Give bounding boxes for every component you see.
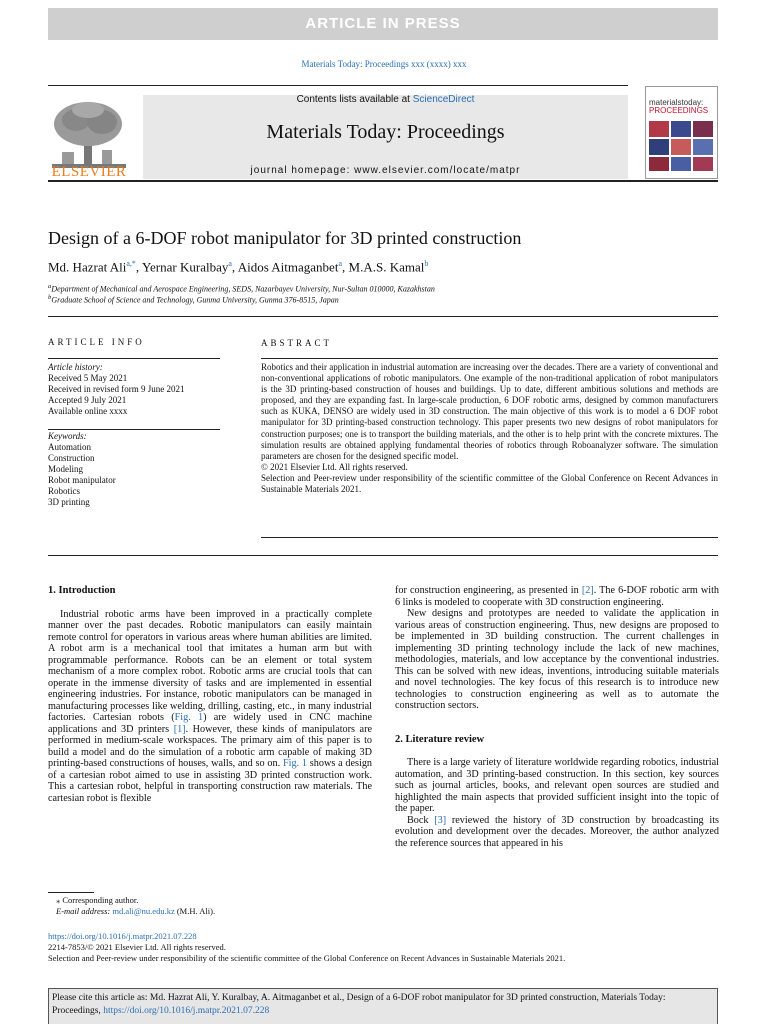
author-name[interactable]: M.A.S. Kamal [348, 259, 425, 275]
literature-paragraph: Bock [3] reviewed the history of 3D construction by broadcasting its evolution and development over the decades. Moreover, the author analyzed the reference sources that appeared in his [395, 814, 719, 849]
author-affiliation-marker[interactable]: b [424, 259, 429, 268]
issn-line: 2214-7853/© 2021 Elsevier Ltd. All rights reserved. [48, 942, 226, 952]
figure-link[interactable]: Fig. 1 [174, 712, 204, 723]
sciencedirect-link[interactable]: ScienceDirect [412, 94, 475, 105]
cover-logo: materialstoday: PROCEEDINGS [649, 98, 709, 115]
keywords-rule [48, 429, 220, 430]
author-name[interactable]: Yernar Kuralbay [141, 259, 229, 275]
contents-prefix: Contents lists available at [296, 94, 413, 105]
keywords-label: Keywords: [48, 431, 87, 441]
section-heading-literature-review: 2. Literature review [395, 733, 485, 745]
email-note: E-mail address: md.ali@nu.edu.kz (M.H. Ali). [56, 906, 216, 916]
keyword: Construction [48, 453, 95, 463]
keyword: 3D printing [48, 497, 90, 507]
peer-review-line: Selection and Peer-review under responsibility of the scientific committee of the Global Conference on Recent Advances in Sustainable Materials 2021. [48, 953, 566, 963]
article-in-press-banner: ARTICLE IN PRESS [48, 8, 718, 40]
reference-link[interactable]: [1] [173, 723, 186, 735]
keyword-list [48, 431, 116, 508]
article-title: Design of a 6-DOF robot manipulator for 3D printed construction [48, 228, 522, 248]
history-item: Received in revised form 9 June 2021 [48, 384, 185, 394]
history-item: Available online xxxx [48, 406, 128, 416]
doi-link[interactable]: https://doi.org/10.1016/j.matpr.2021.07.228 [48, 931, 197, 941]
history-item: Accepted 9 July 2021 [48, 395, 127, 405]
front-matter-rule [48, 555, 718, 556]
author-name[interactable]: Md. Hazrat Ali [48, 259, 127, 275]
intro-paragraph: New designs and prototypes are needed to validate the application in various areas of construction engineering. Thus, new designs are proposed to be implemented in 3D building construction. The current challenges in implementing 3D printing technology include the lack of new machines, methodologies, materials, and low acceptance by the conventional industries. This can be solved with new ideas, inventions, introducing suitable materials and novel technologies. The key focus of this research is to introduce new technologies to construction engineering as well as to automate the construction sectors. [395, 608, 719, 711]
article-info-rule [48, 358, 220, 359]
footnote [56, 895, 215, 917]
author-name[interactable]: Aidos Aitmaganbet [237, 259, 339, 275]
journal-title: Materials Today: Proceedings [266, 121, 505, 143]
abstract-bottom-rule [261, 537, 718, 538]
body-left-column [48, 585, 372, 804]
body-right-column [395, 585, 719, 849]
author-list: Md. Hazrat Ali$^{a,*}$, Yernar Kuralbay$^a$, Aidos Aitmaganbet$^a$, M.A.S. Kamal$^b$ [48, 259, 429, 275]
corresponding-author-note: ⁎ Corresponding author. [56, 895, 139, 905]
keyword: Robotics [48, 486, 81, 496]
citation-box [48, 988, 718, 1024]
reference-link[interactable]: [3] [434, 814, 447, 826]
abstract-heading: ABSTRACT [261, 338, 333, 348]
abstract-copyright: © 2021 Elsevier Ltd. All rights reserved. [261, 461, 408, 472]
literature-paragraph: There is a large variety of literature worldwide regarding robotics, industrial automation, and 3D printing-based construction. In this section, key sources such as journal articles, books, and relevant open sources are studied and highlighted the main aspects that provided sufficient insight into the topic of the paper. [395, 757, 719, 814]
journal-citation-link[interactable]: Materials Today: Proceedings xxx (xxxx) xxx [301, 59, 467, 69]
history-label: Article history: [48, 362, 103, 372]
abstract-rule [261, 358, 718, 359]
abstract-text: Robotics and their application in industrial automation are increasing over the decades. There are a variety of conventional and non-conventional applications of robotic manipulators. One example of the non-traditional application of robot manipulators is the 3D printing-based construction of houses and buildings. Up to date, different ambitious solutions and methods are proposed, and they are expanding fast. In large-scale production, 6 DOF robotic arms, designed by common manufacturers such as KUKA, DENSO are widely used in 3D construction. The main objective of this work is to model a 6 DOF robot manipulator for 3D printing-based construction technology. This paper presents two new designs of robot manipulators for construction purposes; one is to transport the building materials, and the other is to help print with the concrete mixtures. The simulation results are obtained applying fundamental theories of robotics through Roboanalyzer software. The simulation parameters are chosen for the designed specific model. [261, 362, 718, 461]
elsevier-wordmark[interactable]: ELSEVIER [51, 164, 127, 180]
header-bottom-rule [48, 180, 718, 182]
author-affiliation-marker[interactable]: a,* [126, 259, 136, 268]
author-affiliation-marker[interactable]: a [228, 259, 232, 268]
abstract-body [261, 362, 718, 495]
cover-collage [649, 121, 715, 175]
footnote-rule [48, 892, 94, 893]
keyword: Modeling [48, 464, 83, 474]
header-rule [48, 85, 628, 86]
keyword: Robot manipulator [48, 475, 116, 485]
contents-availability [143, 94, 628, 105]
journal-cover-image[interactable] [645, 86, 718, 179]
author-affiliation-marker[interactable]: a [338, 259, 343, 268]
abstract-peer-review: Selection and Peer-review under responsibility of the scientific committee of the Global Conference on Recent Advances in Sustainable Materials 2021. [261, 472, 718, 495]
article-info-heading: ARTICLE INFO [48, 337, 145, 347]
intro-paragraph: Industrial robotic arms have been improved in a practically complete manner over the past decades. Robotic manipulators can easily maintain remote control for operators in various areas where human abilities are limited. A robot arm is a mechanical tool that imitates a human arm but with programmable performance. Robots can be an element or total system mechanism of a more complex robot. Robotic arms are crucial tools that can operate in the immense diversity of tasks and are implemented in essential engineering industries. For instance, robotic manipulators can be managed in manufacturing processes like welding, drilling, casting, etc., in many industrial factories. Cartesian robots (Fig. 1) are widely used in CNC machine applications and 3D printers [1]. However, these kinds of manipulators are performed in medium-scale workspaces. The primary aim of this paper is to build a model and do the simulation of a robotic arm capable of making 3D printing-based constructions of houses, walls, and so on. Fig. 1 shows a design of a cartesian robot aimed to use in assisting 3D printed construction work. This a cartesian robot, helpful in transporting construction raw materials. The cartesian robot is flexible [48, 608, 373, 804]
affiliation-a: $^a$Department of Mechanical and Aerospace Engineering, SEDS, Nazarbayev University, Nur-Sultan 010000, Kazakhstan [48, 283, 435, 294]
reference-link[interactable]: [2] [581, 585, 594, 596]
journal-homepage[interactable]: journal homepage: www.elsevier.com/locate/matpr [250, 165, 521, 176]
title-bottom-rule [48, 316, 718, 317]
citation-text: Please cite this article as: Md. Hazrat Ali, Y. Kuralbay, A. Aitmaganbet et al., Design of a 6-DOF robot manipulator for 3D printed construction, Materials Today: Proceedings, [52, 993, 666, 1016]
citation-doi-link[interactable]: https://doi.org/10.1016/j.matpr.2021.07.228 [103, 1006, 270, 1016]
affiliation-b: $^b$Graduate School of Science and Technology, Gunma University, Gunma 376-8515, Japan [48, 294, 339, 305]
history-item: Received 5 May 2021 [48, 373, 128, 383]
section-heading-introduction: 1. Introduction [48, 585, 116, 596]
intro-paragraph-continued: for construction engineering, as presented in [2]. The 6-DOF robotic arm with 6 links is modeled to cooperate with 3D construction engineering. [395, 585, 719, 608]
figure-link[interactable]: Fig. 1 [282, 758, 307, 769]
email-link[interactable]: md.ali@nu.edu.kz [112, 906, 175, 916]
doi-block [48, 931, 565, 964]
keyword: Automation [48, 442, 91, 452]
article-history [48, 362, 184, 417]
